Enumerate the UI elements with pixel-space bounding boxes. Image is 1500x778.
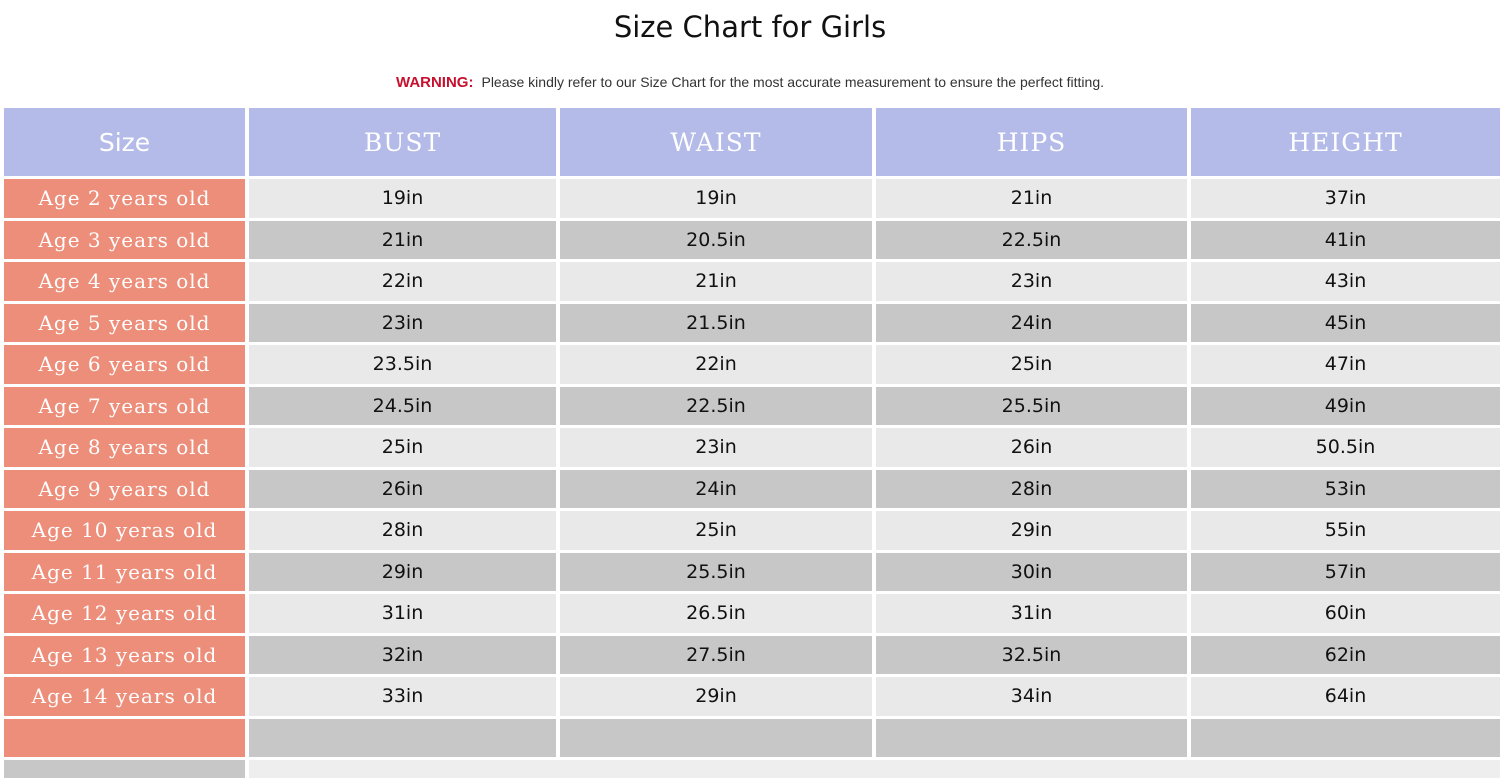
table-cell-height: 45in: [1191, 304, 1500, 343]
table-cell-age: Age 6 years old: [4, 345, 245, 384]
table-cell-waist: [560, 719, 872, 758]
table-cell-age: Age 13 years old: [4, 636, 245, 675]
table-cell-bust: 19in: [249, 179, 556, 218]
table-cell-height: 37in: [1191, 179, 1500, 218]
table-cell-waist: 24in: [560, 470, 872, 509]
table-cell-waist: 19in: [560, 179, 872, 218]
table-cell-height: 41in: [1191, 221, 1500, 260]
table-cell-bust: 29in: [249, 553, 556, 592]
table-cell-bust: 32in: [249, 636, 556, 675]
table-cell-height: 43in: [1191, 262, 1500, 301]
table-cell-hips: 29in: [876, 511, 1187, 550]
table-cell-hips: 23in: [876, 262, 1187, 301]
size-chart-table: [4, 108, 1500, 757]
header-size: Size: [4, 108, 245, 176]
table-cell-height: 64in: [1191, 677, 1500, 716]
table-cell-hips: [876, 719, 1187, 758]
table-cell-age: Age 2 years old: [4, 179, 245, 218]
table-cell-bust: 25in: [249, 428, 556, 467]
table-cell-hips: 31in: [876, 594, 1187, 633]
table-cell-hips: 24in: [876, 304, 1187, 343]
table-cell-age: Age 4 years old: [4, 262, 245, 301]
table-cell-height: 47in: [1191, 345, 1500, 384]
header-bust: BUST: [249, 108, 556, 176]
table-cell-height: 57in: [1191, 553, 1500, 592]
table-cell-height: [1191, 719, 1500, 758]
table-cell-hips: 26in: [876, 428, 1187, 467]
table-cell-bust: 26in: [249, 470, 556, 509]
table-cell-waist: 27.5in: [560, 636, 872, 675]
table-cell-age: Age 10 yeras old: [4, 511, 245, 550]
table-cell-height: 62in: [1191, 636, 1500, 675]
table-cell-bust: 28in: [249, 511, 556, 550]
table-cell-height: 49in: [1191, 387, 1500, 426]
table-cell-hips: 25.5in: [876, 387, 1187, 426]
table-cell-waist: 29in: [560, 677, 872, 716]
table-cell-hips: 25in: [876, 345, 1187, 384]
table-cell-bust: 23.5in: [249, 345, 556, 384]
table-cell-height: 53in: [1191, 470, 1500, 509]
table-cell-hips: 34in: [876, 677, 1187, 716]
table-cell-age: Age 11 years old: [4, 553, 245, 592]
header-hips: HIPS: [876, 108, 1187, 176]
table-cell-age: Age 9 years old: [4, 470, 245, 509]
table-cell-hips: 21in: [876, 179, 1187, 218]
table-cell-age: Age 12 years old: [4, 594, 245, 633]
table-cell-age: Age 5 years old: [4, 304, 245, 343]
table-cell-hips: 22.5in: [876, 221, 1187, 260]
table-cell-bust: 23in: [249, 304, 556, 343]
table-cell-bust: 33in: [249, 677, 556, 716]
table-cell-waist: 22in: [560, 345, 872, 384]
table-cell-age: [4, 719, 245, 758]
table-cell-bust: 21in: [249, 221, 556, 260]
table-cell-bust: 31in: [249, 594, 556, 633]
table-cell-waist: 22.5in: [560, 387, 872, 426]
table-footer-strip-values: [249, 760, 1500, 778]
table-cell-waist: 26.5in: [560, 594, 872, 633]
table-cell-hips: 30in: [876, 553, 1187, 592]
table-cell-height: 55in: [1191, 511, 1500, 550]
warning-notice: [0, 74, 1500, 91]
table-cell-waist: 20.5in: [560, 221, 872, 260]
table-cell-bust: 24.5in: [249, 387, 556, 426]
table-cell-waist: 23in: [560, 428, 872, 467]
table-cell-waist: 25.5in: [560, 553, 872, 592]
table-cell-bust: 22in: [249, 262, 556, 301]
table-cell-age: Age 7 years old: [4, 387, 245, 426]
table-cell-height: 60in: [1191, 594, 1500, 633]
table-cell-hips: 28in: [876, 470, 1187, 509]
table-cell-waist: 21.5in: [560, 304, 872, 343]
table-footer-strip: [4, 760, 245, 778]
table-cell-age: Age 3 years old: [4, 221, 245, 260]
table-cell-bust: [249, 719, 556, 758]
warning-text: Please kindly refer to our Size Chart for the most accurate measurement to ensure the perfect fitting.: [481, 74, 1105, 90]
header-height: HEIGHT: [1191, 108, 1500, 176]
warning-label: WARNING:: [395, 74, 474, 91]
table-cell-waist: 21in: [560, 262, 872, 301]
header-waist: WAIST: [560, 108, 872, 176]
table-cell-age: Age 14 years old: [4, 677, 245, 716]
page-title: Size Chart for Girls: [613, 10, 887, 44]
table-cell-waist: 25in: [560, 511, 872, 550]
table-cell-hips: 32.5in: [876, 636, 1187, 675]
table-cell-age: Age 8 years old: [4, 428, 245, 467]
table-cell-height: 50.5in: [1191, 428, 1500, 467]
